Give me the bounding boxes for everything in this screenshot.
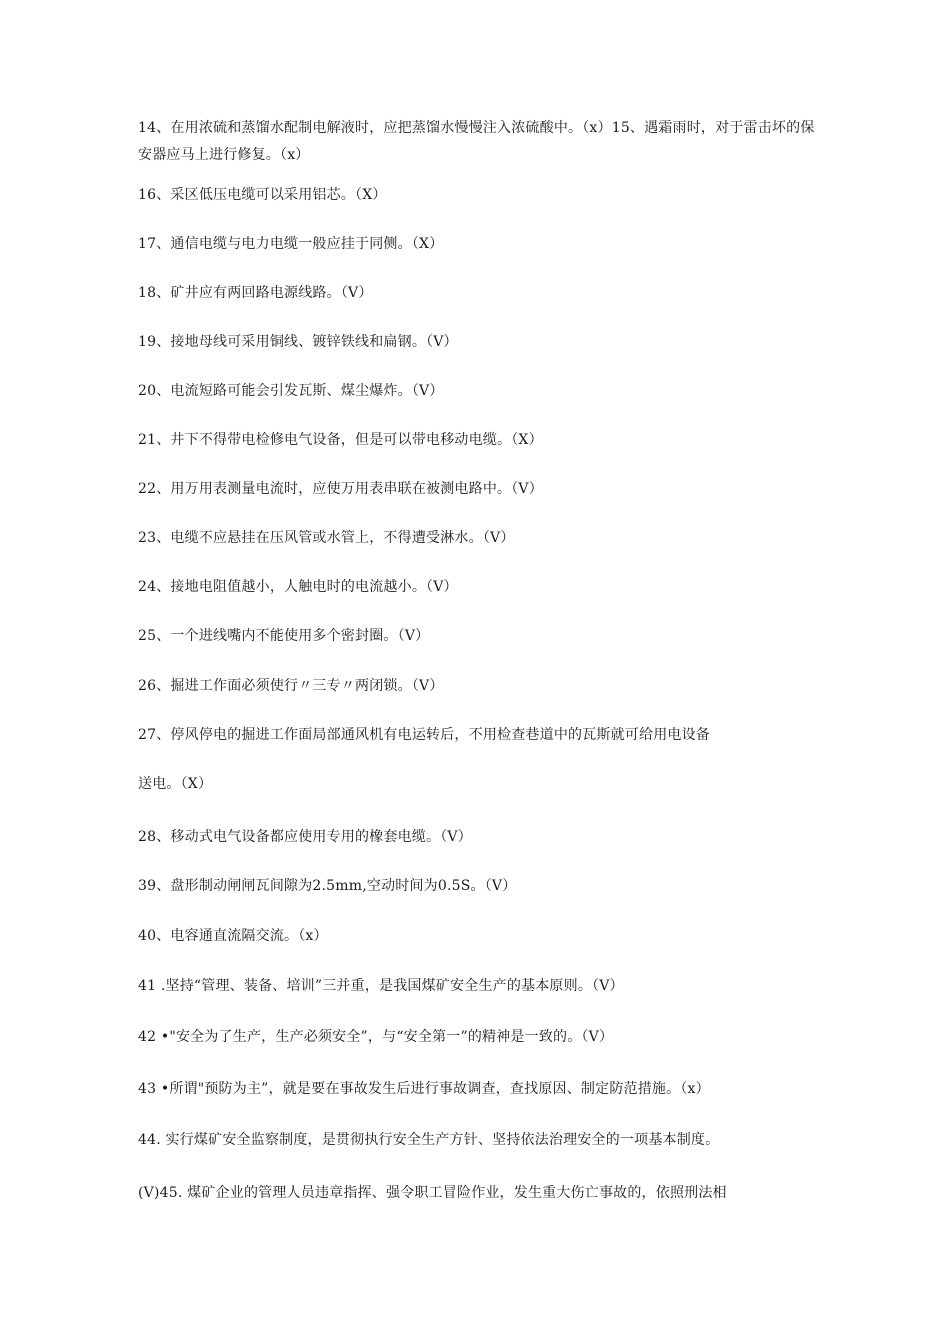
question-22: 22、用万用表测量电流时，应使万用表串联在被测电路中。（V） [138,481,543,497]
question-19: 19、接地母线可采用铜线、镀锌铁线和扁钢。（V） [138,334,458,350]
question-44: 44. 实行煤矿安全监察制度，是贯彻执行安全生产方针、坚持依法治理安全的一项基本制度。 [138,1132,720,1148]
question-45: (V)45. 煤矿企业的管理人员违章指挥、强令职工冒险作业，发生重大伤亡事故的，依照刑法相 [138,1185,727,1201]
question-39: 39、盘形制动闸闸瓦间隙为2.5mm,空动时间为0.5S。（V） [138,878,517,894]
question-42: 42 •"安全为了生产，生产必须安全”，与“安全第一”的精神是一致的。（V） [138,1029,614,1045]
question-18: 18、矿井应有两回路电源线路。（V） [138,285,373,301]
question-23: 23、电缆不应悬挂在压风管或水管上，不得遭受淋水。（V） [138,530,515,546]
question-14-15: 14、在用浓硫和蒸馏水配制电解液时，应把蒸馏水慢慢注入浓硫酸中。（x）15、遇霜雨时，对于雷击坏的保安器应马上进行修复。（x） [138,120,815,163]
question-28: 28、移动式电气设备都应使用专用的橡套电缆。（V） [138,829,472,845]
question-25: 25、一个进线嘴内不能使用多个密封圈。（V） [138,628,430,644]
question-21: 21、井下不得带电检修电气设备，但是可以带电移动电缆。（X） [138,432,543,448]
question-40: 40、电容通直流隔交流。（x） [138,928,328,944]
question-24: 24、接地电阻值越小，人触电时的电流越小。（V） [138,579,458,595]
question-20: 20、电流短路可能会引发瓦斯、煤尘爆炸。（V） [138,383,444,399]
question-17: 17、通信电缆与电力电缆一般应挂于同侧。（X） [138,236,444,252]
question-16: 16、采区低压电缆可以采用铝芯。（X） [138,187,387,203]
question-27: 27、停风停电的掘进工作面局部通风机有电运转后，不用检查巷道中的瓦斯就可给用电设备 [138,727,711,743]
question-27-continued: 送电。（X） [138,776,213,792]
question-26: 26、掘进工作面必须使行〃三专〃两闭锁。（V） [138,678,444,694]
question-41: 41 .坚持“管理、装备、培训”三并重，是我国煤矿安全生产的基本原则。（V） [138,978,624,994]
question-43: 43 •所谓"预防为主”，就是要在事故发生后进行事故调查，查找原因、制定防范措施。（x） [138,1081,710,1097]
